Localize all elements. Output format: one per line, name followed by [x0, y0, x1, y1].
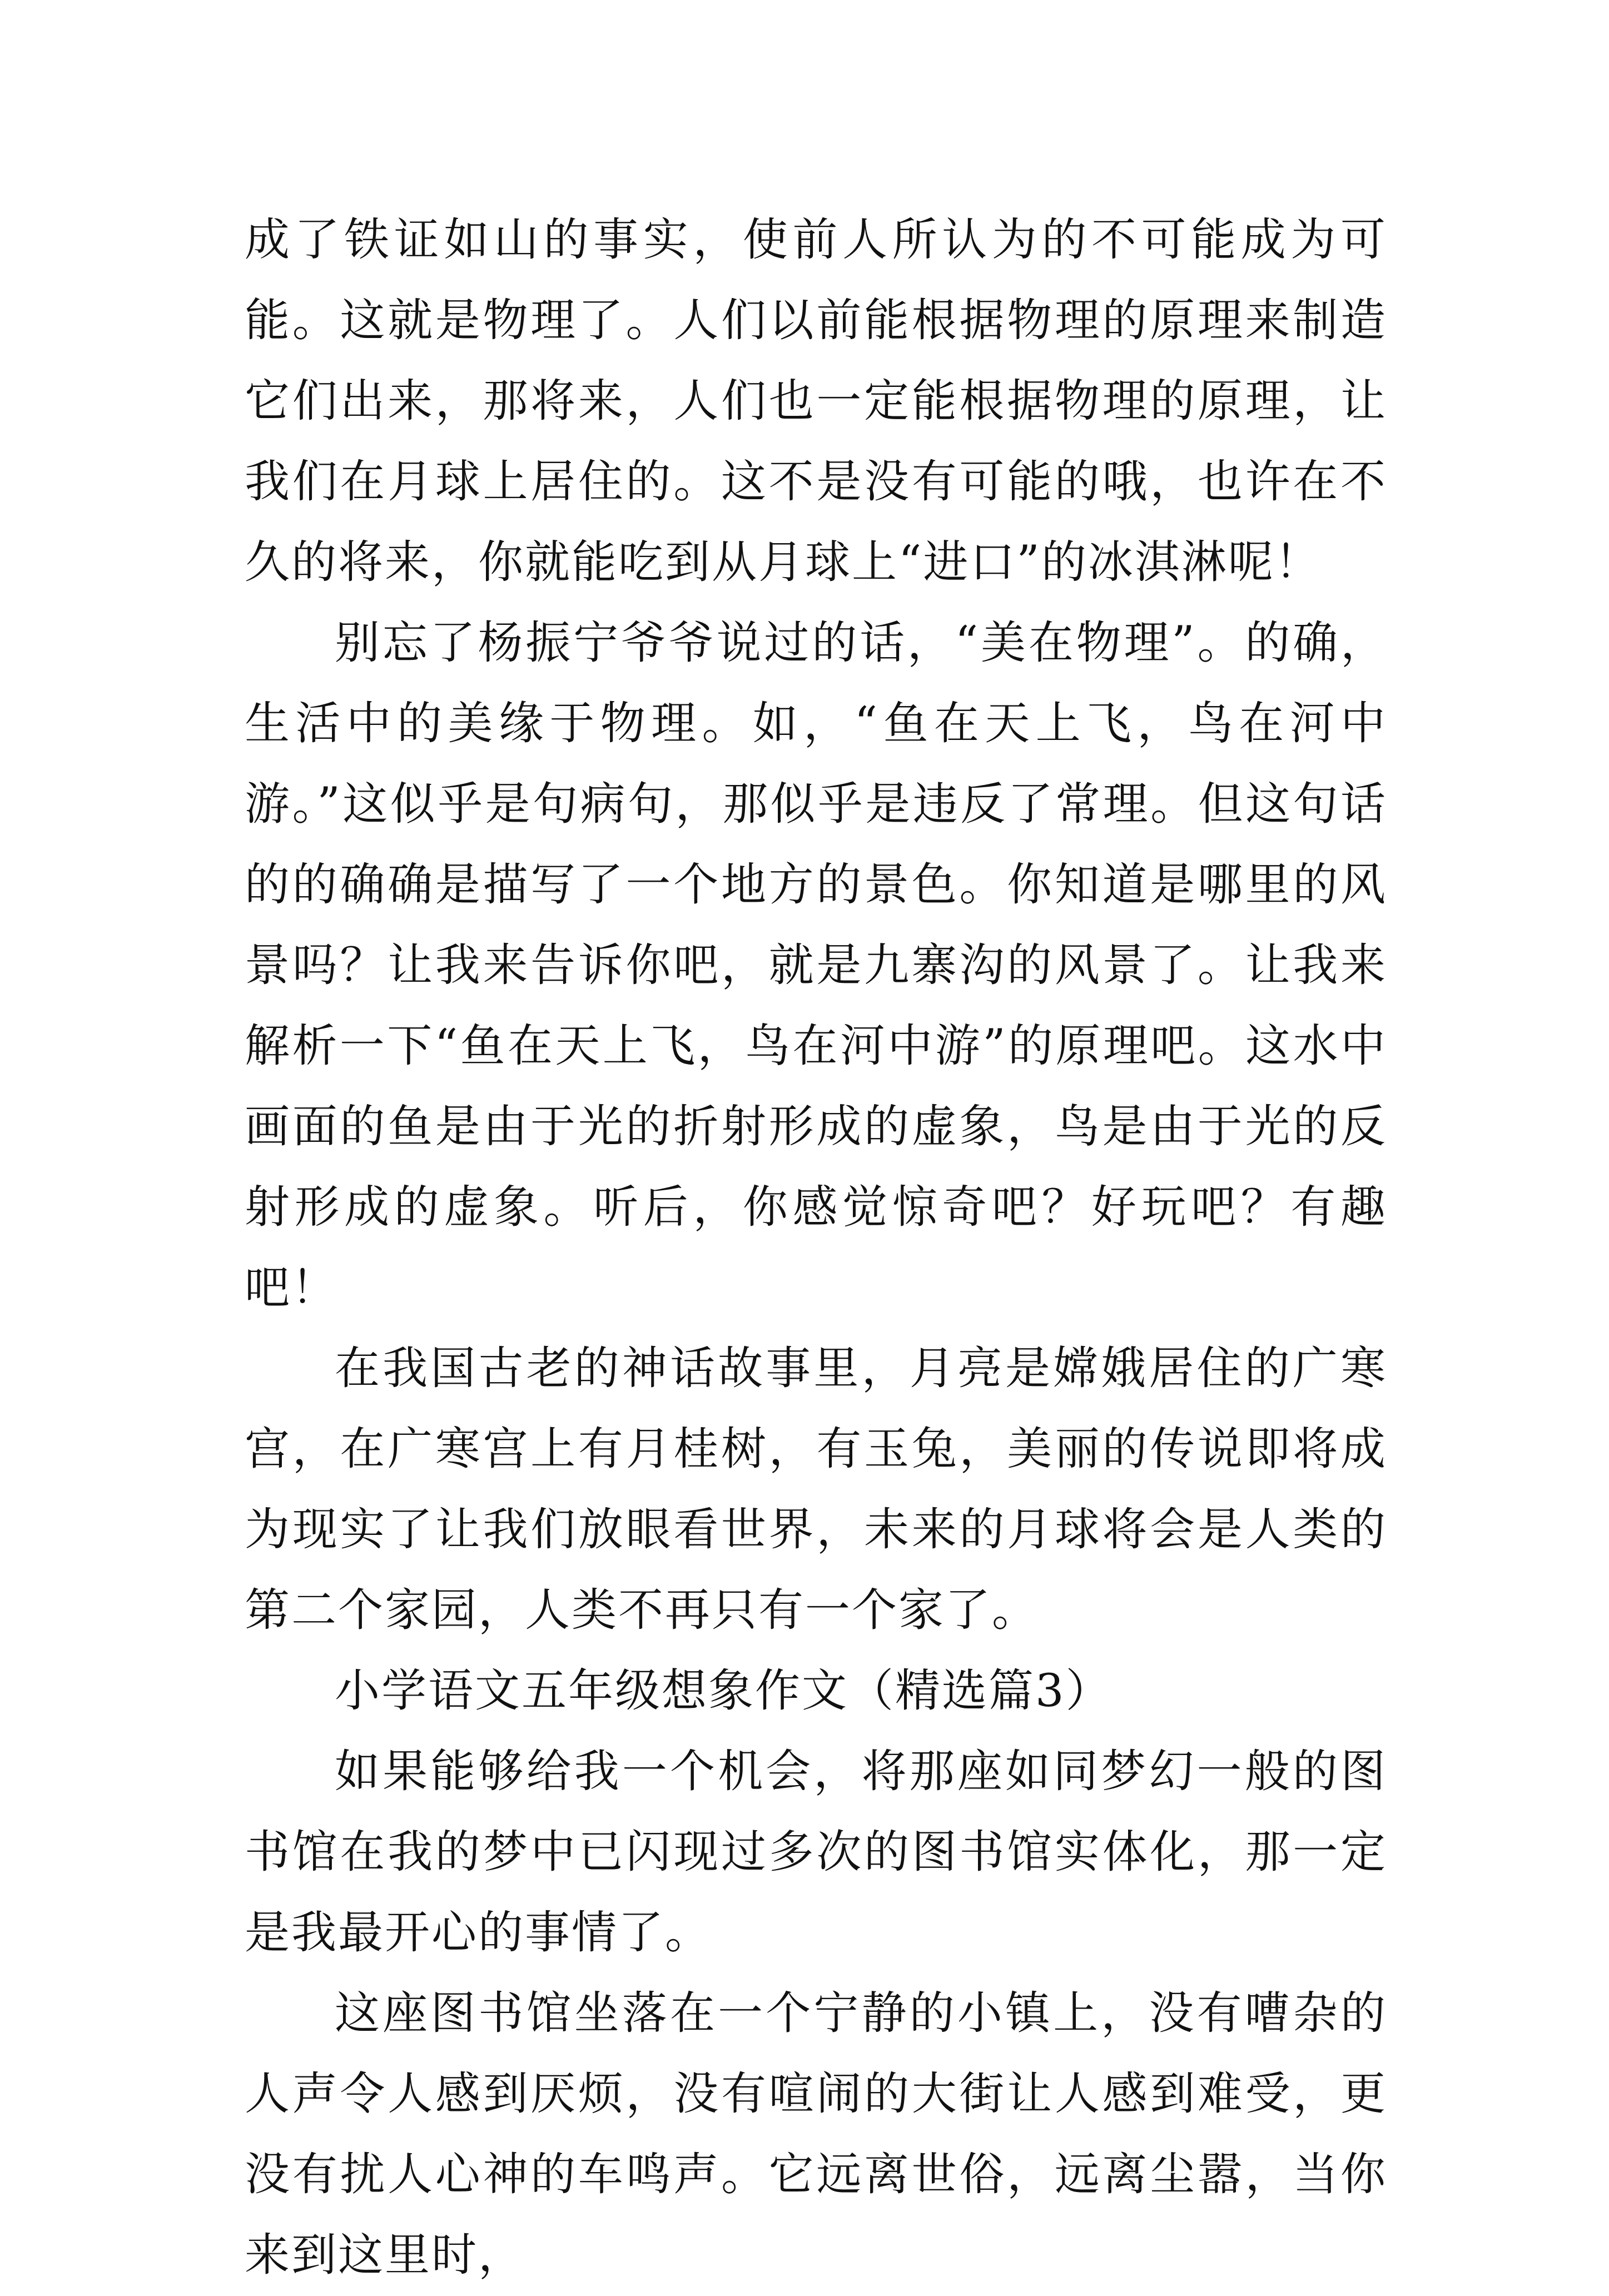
paragraph-library-description: 这座图书馆坐落在一个宁静的小镇上，没有嘈杂的人声令人感到厌烦，没有喧闹的大街让人感到难受，更没有扰人心神的车鸣声。它远离世俗，远离尘嚣，当你来到这里时，: [245, 1987, 1387, 2282]
paragraph-continuation: 成了铁证如山的事实，使前人所认为的不可能成为可能。这就是物理了。人们以前能根据物理的原理来制造它们出来，那将来，人们也一定能根据物理的原理，让我们在月球上居住的。这不是没有可能的哦，也许在不久的将来，你就能吃到从月球上“进口”的冰淇淋呢！: [245, 214, 1387, 589]
paragraph-library-intro: 如果能够给我一个机会，将那座如同梦幻一般的图书馆在我的梦中已闪现过多次的图书馆实体化，那一定是我最开心的事情了。: [245, 1746, 1387, 1959]
paragraph-physics-beauty: 别忘了杨振宁爷爷说过的话，“美在物理”。的确，生活中的美缘于物理。如，“鱼在天上飞，鸟在河中游。”这似乎是句病句，那似乎是违反了常理。但这句话的的确确是描写了一个地方的景色。你知道是哪里的风景吗？让我来告诉你吧，就是九寨沟的风景了。让我来解析一下“鱼在天上飞，鸟在河中游”的原理吧。这水中画面的鱼是由于光的折射形成的虚象，鸟是由于光的反射形成的虚象。听后，你感觉惊奇吧？好玩吧？有趣吧！: [245, 617, 1387, 1314]
paragraph-moon-legend: 在我国古老的神话故事里，月亮是嫦娥居住的广寒宫，在广寒宫上有月桂树，有玉兔，美丽的传说即将成为现实了让我们放眼看世界，未来的月球将会是人类的第二个家园，人类不再只有一个家了。: [245, 1343, 1387, 1637]
document-body: [245, 200, 1387, 2296]
section-heading: 小学语文五年级想象作文（精选篇3）: [335, 1665, 1113, 1717]
